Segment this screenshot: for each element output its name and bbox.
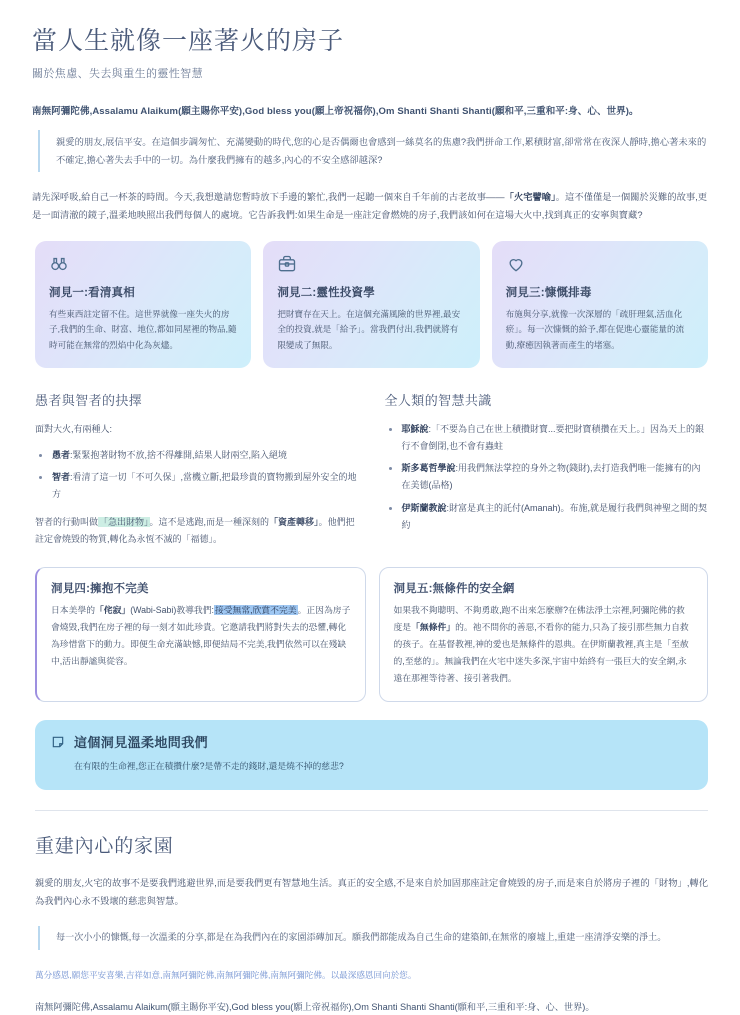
list-item-text: :看清了這一切「不可久保」,當機立斷,把最珍貴的寶物搬到屋外安全的地方 bbox=[52, 472, 357, 500]
column-right bbox=[385, 390, 709, 548]
closing-quote-text: 每一次小小的慷慨,每一次溫柔的分享,都是在為我們內在的家園添磚加瓦。願我們都能成為自己生命的建築師,在無常的廢墟上,重建一座清淨安樂的淨土。 bbox=[56, 932, 667, 943]
reflection-callout bbox=[35, 720, 708, 790]
insight-card-group bbox=[35, 241, 708, 369]
list-item bbox=[402, 500, 709, 534]
insight-card-1 bbox=[35, 241, 251, 369]
note-icon bbox=[51, 735, 65, 749]
insight-box-group bbox=[35, 567, 708, 703]
insight-card-3-text: 布施與分享,就像一次深層的「疏肝理氣,活血化瘀」。每一次慷慨的給予,都在促進心靈能量的流動,療癒因執著而產生的堵塞。 bbox=[505, 308, 685, 351]
text-before: 日本美學的 bbox=[51, 604, 95, 615]
page-subtitle: 關於焦慮、失去與重生的靈性智慧 bbox=[32, 68, 203, 80]
text-after: 的。祂不問你的善惡,不看你的能力,只為了接引那些無力自救的孩子。在基督教裡,神的愛也是無條件的恩典。在伊斯蘭教裡,真主是「至赦的,至慈的」。無論我們在火宅中迷失多深,宇宙中始終有一張巨大的安全網,永遠在那裡等待著、接引著我們。 bbox=[393, 621, 689, 684]
closing-heading: 重建內心的家園 bbox=[35, 836, 174, 858]
insight-card-3-title: 洞見三:慷慨排毒 bbox=[505, 286, 592, 299]
closing-paragraph: 親愛的朋友,火宅的故事不是要我們逃避世界,而是要我們更有智慧地生活。真正的安全感,不是來自於加固那座註定會燒毀的房子,而是來自於將房子裡的「財物」,轉化為我們內心永不毀壞的慈悲與智慧。 bbox=[35, 878, 708, 907]
left-column-list bbox=[35, 447, 359, 503]
tail-bold: 「資產轉移」 bbox=[269, 516, 319, 527]
right-column-heading: 全人類的智慧共識 bbox=[384, 393, 492, 409]
closing-blockquote bbox=[38, 926, 708, 950]
intro-paragraph-before: 請先深呼吸,給自己一杯茶的時間。今天,我想邀請您暫時放下手邊的繁忙,我們一起聽一個來自千年前的古老故事—— bbox=[32, 192, 505, 203]
list-item-label: 耶穌說 bbox=[401, 424, 429, 435]
list-item bbox=[402, 421, 709, 455]
insight-box-4-text bbox=[51, 602, 351, 671]
list-item-label: 伊斯蘭教說 bbox=[401, 502, 447, 513]
list-item-text: :用我們無法掌控的身外之物(錢財),去打造我們唯一能擁有的內在美德(品格) bbox=[401, 463, 701, 491]
left-column-lead: 面對大火,有兩種人: bbox=[35, 424, 113, 435]
insight-box-4 bbox=[35, 567, 366, 703]
list-item-label: 智者 bbox=[52, 472, 71, 483]
selected-text-highlight[interactable]: 接受無常,欣賞不完美 bbox=[214, 604, 297, 615]
page-title: 當人生就像一座著火的房子 bbox=[32, 27, 345, 55]
tail-mid: 。這不是逃跑,而是一種深刻的 bbox=[149, 516, 270, 527]
treasure-chest-icon bbox=[277, 254, 297, 274]
list-item-text: :財富是真主的託付(Amanah)。布施,就是履行我們與神聖之間的契約 bbox=[401, 502, 708, 530]
left-column-heading: 愚者與智者的抉擇 bbox=[35, 393, 143, 409]
callout-text: 在有限的生命裡,您正在積攢什麼?是帶不走的錢財,還是燒不掉的慈悲? bbox=[74, 761, 344, 772]
list-item bbox=[52, 469, 359, 503]
intro-paragraph-highlight: 「火宅譬喻」 bbox=[504, 192, 556, 203]
binoculars-icon bbox=[49, 254, 69, 274]
highlighted-term-green: 「急出財物」 bbox=[99, 516, 149, 527]
list-item-label: 愚者 bbox=[52, 450, 71, 461]
insight-box-4-title: 洞見四:擁抱不完美 bbox=[51, 582, 149, 595]
tail-before: 智者的行動叫做 bbox=[35, 516, 99, 527]
list-item bbox=[52, 447, 359, 464]
callout-title: 這個洞見溫柔地問我們 bbox=[74, 735, 209, 751]
heart-icon bbox=[506, 254, 526, 274]
text-before: 如果我不夠聰明、不夠勇敢,跑不出來怎麼辦?在佛法淨土宗裡,阿彌陀佛的救度是 bbox=[393, 604, 685, 632]
intro-blockquote bbox=[38, 130, 708, 172]
tail-after: 。他們把註定會燒毀的物質,轉化為永恆不滅的「福德」。 bbox=[35, 516, 355, 545]
intro-quote-text: 親愛的朋友,展信平安。在這個步調匆忙、充滿變動的時代,您的心是否偶爾也會感到一絲莫名的焦慮?我們拼命工作,累積財富,卻常常在夜深人靜時,擔心著未來的不確定,擔心著失去手中的一切。為什麼我們擁有的越多,內心的不安全感卻越深? bbox=[56, 137, 707, 166]
intro-paragraph-after: 。這不僅僅是一個關於災難的故事,更是一面清澈的鏡子,溫柔地映照出我們每個人的處境。它告訴我們:如果生命是一座註定會燃燒的房子,我們該如何在這場大火中,找到真正的安寧與寶藏? bbox=[32, 192, 708, 221]
closing-mantra: 南無阿彌陀佛,Assalamu Alaikum(願主賜你平安),God bless you(願上帝祝福你),Om Shanti Shanti Shanti(願和平,三重和平:身、心、世界)。 bbox=[35, 1001, 595, 1012]
section-divider bbox=[35, 810, 708, 811]
right-column-list bbox=[385, 421, 709, 534]
insight-card-1-text: 有些東西註定留不住。這世界就像一座失火的房子,我們的生命、財富、地位,都如同屋裡的物品,隨時可能在無常的烈焰中化為灰燼。 bbox=[49, 308, 237, 351]
callout-header bbox=[51, 732, 692, 751]
text-bold: 「侘寂」 bbox=[95, 604, 131, 615]
text-mid: (Wabi-Sabi)教導我們: bbox=[130, 604, 214, 615]
column-left bbox=[35, 390, 359, 548]
opening-salutation: 南無阿彌陀佛,Assalamu Alaikum(願主賜你平安),God bless you(願上帝祝福你),Om Shanti Shanti Shanti(願和平,三重和平:身、心、世界)。 bbox=[32, 106, 639, 117]
insight-box-5-text bbox=[394, 602, 694, 688]
insight-card-2-title: 洞見二:靈性投資學 bbox=[277, 286, 375, 299]
list-item-text: :緊緊抱著財物不放,捨不得離開,結果人財兩空,陷入絕境 bbox=[70, 450, 288, 461]
closing-blessing: 萬分感恩,願您平安喜樂,吉祥如意,南無阿彌陀佛,南無阿彌陀佛,南無阿彌陀佛。以最深感恩回向於您。 bbox=[35, 970, 417, 981]
list-item-text: :「不要為自己在世上積攢財寶...要把財寶積攢在天上。」因為天上的銀行不會倒閉,也不會有蟲蛀 bbox=[401, 424, 705, 452]
text-after: 。正因為房子會燒毀,我們在房子裡的每一刻才如此珍貴。它邀請我們將對失去的恐懼,轉化為珍惜當下的動力。即便生命充滿缺憾,即便結局不完美,我們依然可以在殘缺中,活出靜謐與從容。 bbox=[51, 604, 351, 667]
insight-card-3 bbox=[492, 241, 708, 369]
insight-card-1-title: 洞見一:看清真相 bbox=[49, 286, 135, 299]
insight-box-5-title: 洞見五:無條件的安全網 bbox=[393, 582, 515, 595]
insight-box-5 bbox=[379, 567, 709, 703]
intro-paragraph bbox=[32, 188, 708, 224]
list-item bbox=[402, 460, 709, 494]
insight-card-2 bbox=[263, 241, 479, 369]
insight-card-2-text: 把財寶存在天上。在這個充滿風險的世界裡,最安全的投資,就是「給予」。當我們付出,我們就將有限變成了無限。 bbox=[277, 308, 461, 351]
list-item-label: 斯多葛哲學說 bbox=[401, 463, 456, 474]
left-column-tail bbox=[35, 514, 359, 549]
comparison-columns bbox=[35, 390, 708, 548]
text-bold: 「無條件」 bbox=[411, 621, 456, 632]
